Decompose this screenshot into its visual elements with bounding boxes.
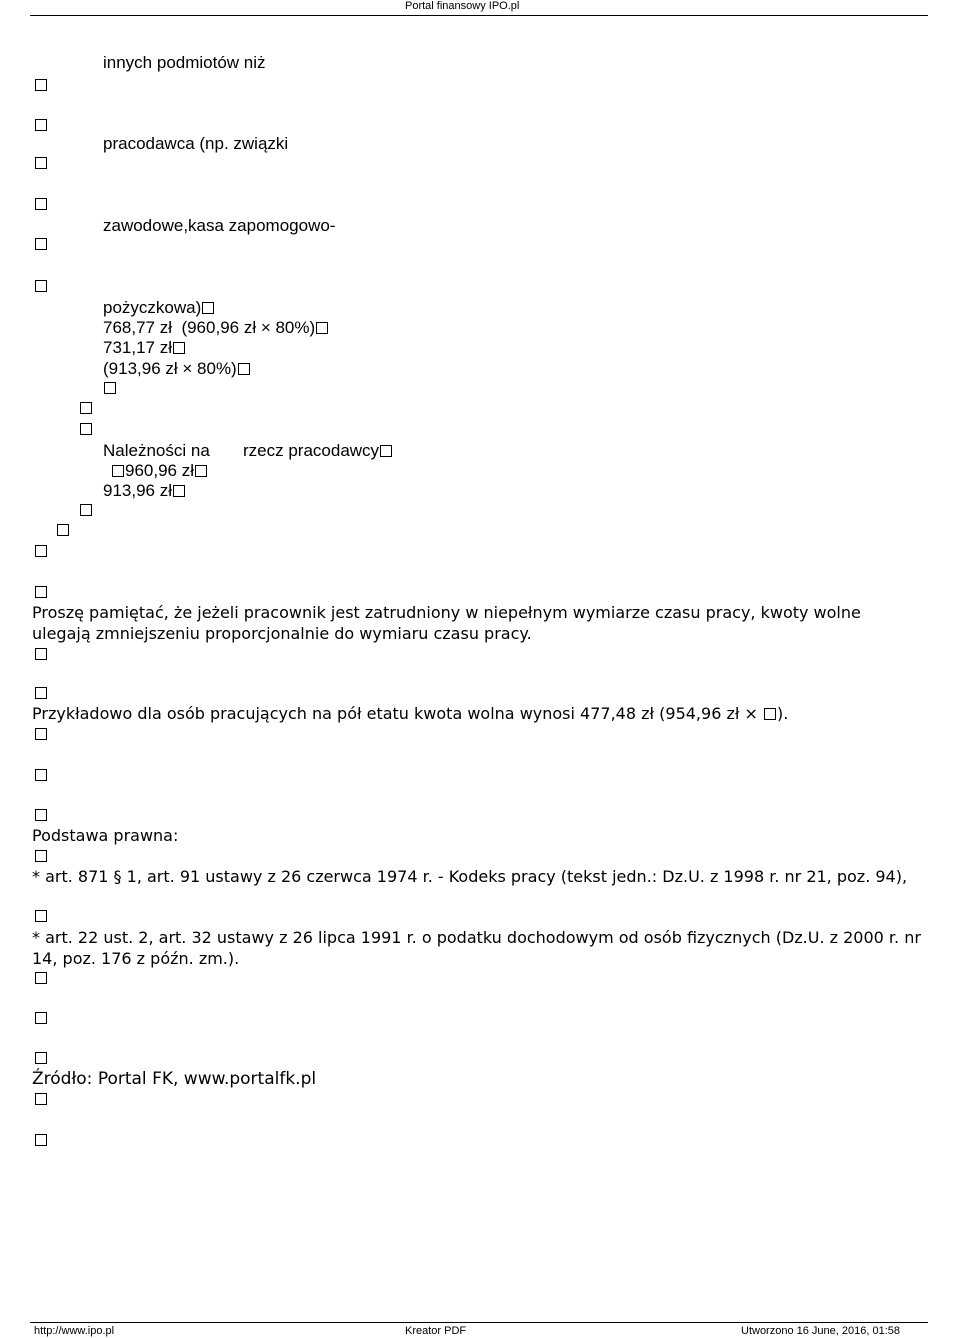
- header-divider: [30, 15, 928, 16]
- glyph-box: [35, 586, 47, 598]
- glyph-box: [173, 485, 185, 497]
- glyph-box: [238, 363, 250, 375]
- glyph-box: [35, 687, 47, 699]
- glyph-box: [80, 402, 92, 414]
- footer-divider: [30, 1322, 928, 1323]
- block-line: 960,96 zł: [111, 461, 208, 481]
- glyph-box: [35, 157, 47, 169]
- glyph-box: [380, 445, 392, 457]
- block-line: 768,77 zł (960,96 zł × 80%): [103, 318, 329, 338]
- glyph-box: [35, 728, 47, 740]
- glyph-box: [35, 648, 47, 660]
- glyph-box: [35, 119, 47, 131]
- block-line: 731,17 zł: [103, 338, 186, 358]
- glyph-box: [35, 1012, 47, 1024]
- glyph-box: [764, 708, 776, 720]
- glyph-box: [35, 850, 47, 862]
- block-line: 913,96 zł: [103, 481, 186, 501]
- footer-created-date: Utworzono 16 June, 2016, 01:58: [741, 1325, 901, 1337]
- glyph-box: [35, 198, 47, 210]
- glyph-box: [316, 322, 328, 334]
- glyph-box: [173, 342, 185, 354]
- glyph-box: [35, 809, 47, 821]
- block-line: (913,96 zł × 80%): [103, 359, 251, 379]
- glyph-box: [104, 382, 116, 394]
- glyph-box: [35, 972, 47, 984]
- footer-url[interactable]: http://www.ipo.pl: [34, 1325, 115, 1337]
- glyph-box: [35, 238, 47, 250]
- legal-basis-item: * art. 22 ust. 2, art. 32 ustawy z 26 lipca 1991 r. o podatku dochodowym od osób fizycznych (Dz.U. z 2000 r. nr 14, poz. 176 z późn. zm.).: [32, 928, 921, 968]
- glyph-box: [195, 465, 207, 477]
- glyph-box: [35, 1052, 47, 1064]
- source-line: Źródło: Portal FK, www.portalfk.pl: [32, 1069, 317, 1089]
- legal-basis-label: Podstawa prawna:: [32, 826, 179, 845]
- glyph-box: [35, 280, 47, 292]
- note-paragraph: Proszę pamiętać, że jeżeli pracownik jest zatrudniony w niepełnym wymiarze czasu pracy, kwoty wolne ulegają zmniejszeniu proporcjonalnie do wymiaru czasu pracy.: [32, 603, 861, 643]
- glyph-box: [35, 1093, 47, 1105]
- glyph-box: [35, 1134, 47, 1146]
- block-line: pożyczkowa): [103, 298, 215, 318]
- glyph-box: [80, 504, 92, 516]
- header-site-name: Portal finansowy IPO.pl: [405, 0, 520, 12]
- glyph-box: [80, 423, 92, 435]
- block-line: Należności na: [103, 441, 210, 460]
- glyph-box: [57, 524, 69, 536]
- glyph-box: [35, 79, 47, 91]
- block-line: pracodawca (np. związki: [103, 134, 289, 153]
- glyph-box: [202, 302, 214, 314]
- example-paragraph: Przykładowo dla osób pracujących na pół etatu kwota wolna wynosi 477,48 zł (954,96 zł × ).: [32, 704, 789, 723]
- glyph-box: [35, 545, 47, 557]
- footer-creator: Kreator PDF: [405, 1325, 467, 1337]
- glyph-box: [112, 465, 124, 477]
- legal-basis-item: * art. 871 § 1, art. 91 ustawy z 26 czerwca 1974 r. - Kodeks pracy (tekst jedn.: Dz.U. z 1998 r. nr 21, poz. 94),: [32, 867, 908, 886]
- block-line: zawodowe,kasa zapomogowo-: [103, 216, 336, 235]
- block-line: innych podmiotów niż: [103, 53, 266, 72]
- block-line: rzecz pracodawcy: [243, 441, 393, 461]
- glyph-box: [35, 910, 47, 922]
- glyph-box: [35, 769, 47, 781]
